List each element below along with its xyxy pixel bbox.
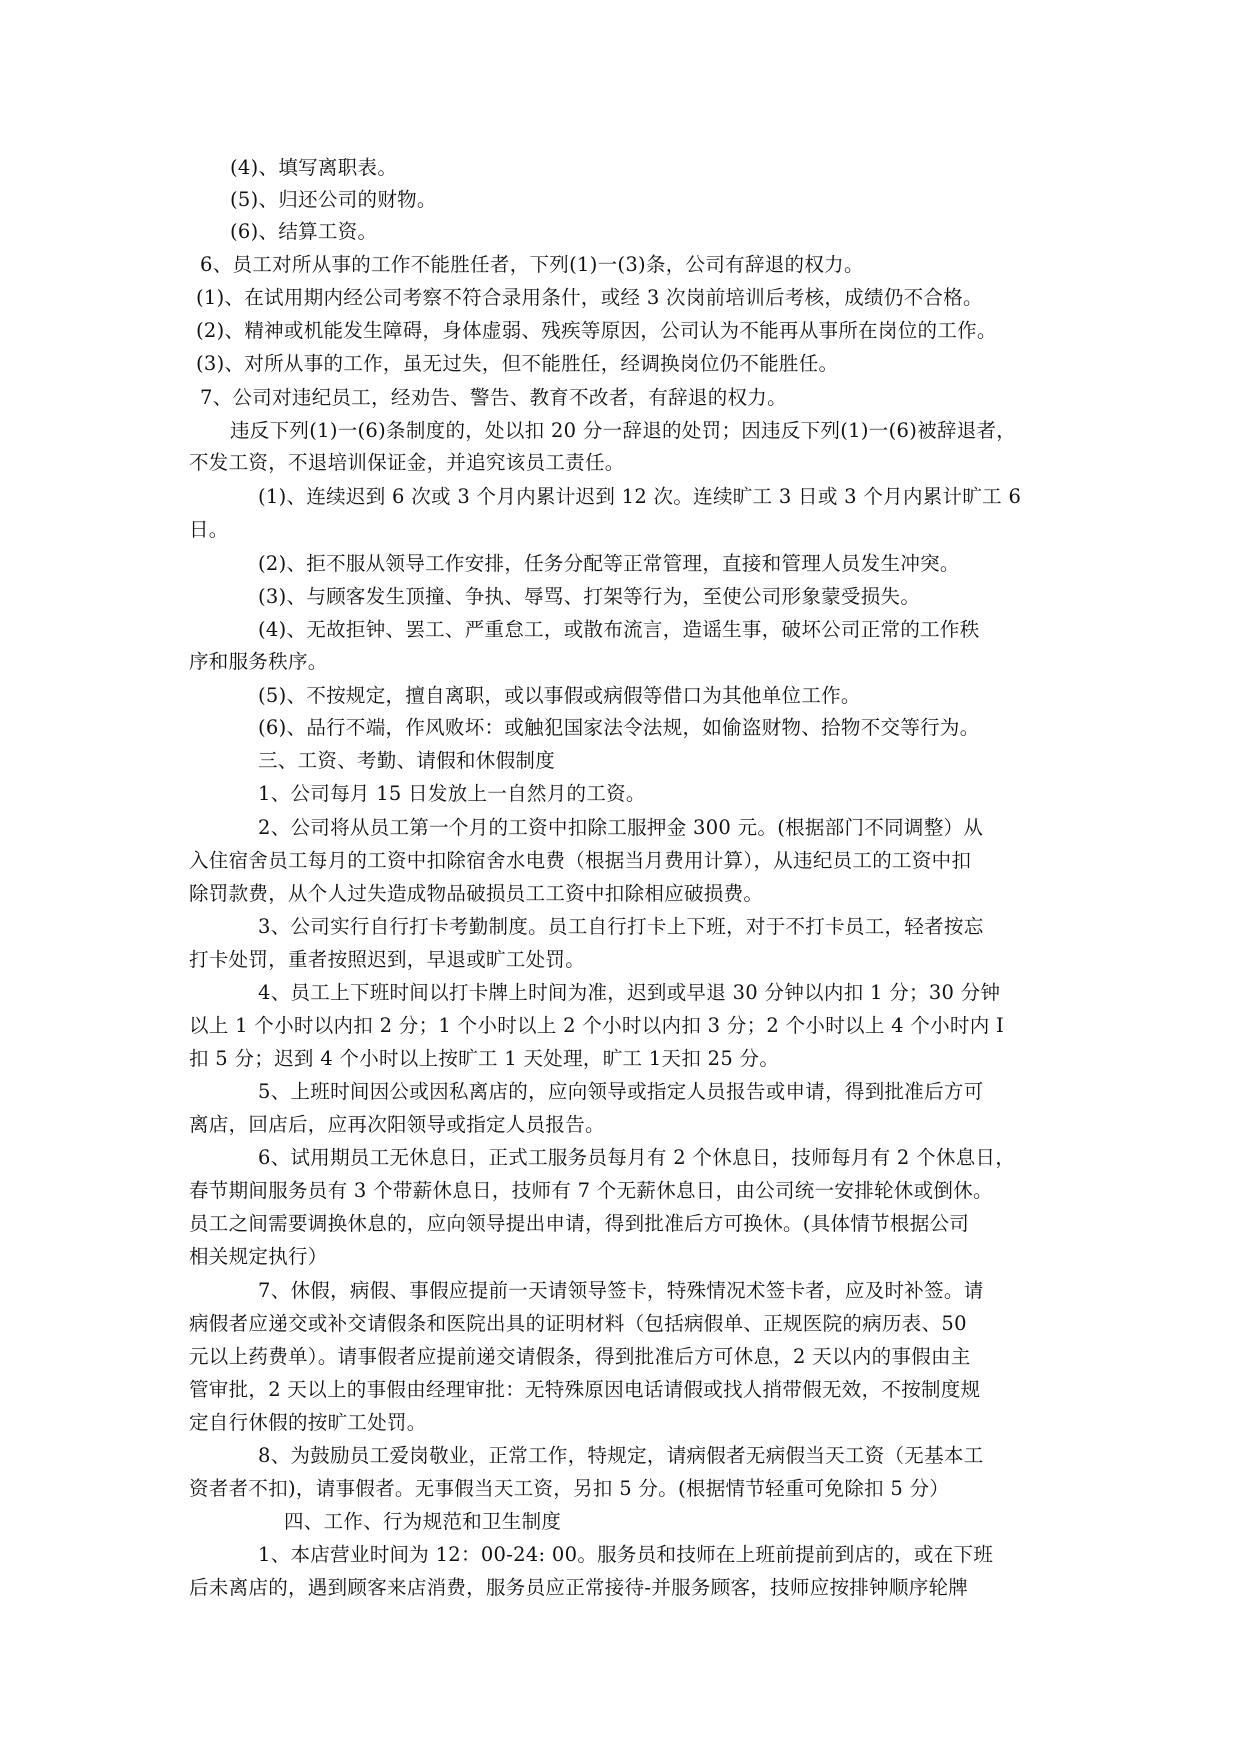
text-line: 除罚款费，从个人过失造成物品破损员工工资中扣除相应破损费。: [189, 882, 764, 905]
text-line: 5、上班时间因公或因私离店的，应向领导或指定人员报告或申请，得到批准后方可: [258, 1080, 984, 1103]
text-line: 7、公司对违纪员工，经劝告、警告、教育不改者，有辞退的权力。: [200, 386, 787, 409]
text-line: 7、休假，病假、事假应提前一天请领导签卡，特殊情况术签卡者，应及时补签。请: [258, 1279, 984, 1302]
text-line: (1)、连续迟到 6 次或 3 个月内累计迟到 12 次。连续旷工 3 日或 3 个月内累计旷工 6: [258, 485, 1022, 508]
text-line: (3)、与顾客发生顶撞、争执、辱骂、打架等行为，至使公司形象蒙受损失。: [258, 585, 921, 608]
text-line: 违反下列(1)一(6)条制度的，处以扣 20 分一辞退的处罚；因违反下列(1)一(6)被辞退者，: [230, 419, 1017, 442]
text-line: (6)、结算工资。: [230, 220, 378, 243]
text-line: 2、公司将从员工第一个月的工资中扣除工服押金 300 元。(根据部门不同调整）从: [258, 816, 984, 839]
text-line: 入住宿舍员工每月的工资中扣除宿舍水电费（根据当月费用计算），从违纪员工的工资中扣: [189, 849, 972, 872]
text-line: 后未离店的，遇到顾客来店消费，服务员应正常接待-并服务顾客，技师应按排钟顺序轮牌: [189, 1576, 969, 1599]
text-line: 定自行休假的按旷工处罚。: [189, 1411, 427, 1434]
text-line: 离店，回店后，应再次阳领导或指定人员报告。: [189, 1113, 605, 1136]
section-heading: 四、工作、行为规范和卫生制度: [284, 1510, 562, 1533]
text-line: 8、为鼓励员工爱岗敬业，正常工作，特规定，请病假者无病假当天工资（无基本工: [258, 1444, 984, 1467]
text-line: 病假者应递交或补交请假条和医院出具的证明材料（包括病假单、正规医院的病历表、50: [189, 1312, 967, 1335]
text-line: 序和服务秩序。: [189, 650, 328, 673]
text-line: 资者者不扣)，请事假者。无事假当天工资，另扣 5 分。(根据情节轻重可免除扣 5 分）: [189, 1477, 950, 1500]
text-line: (4)、无故拒钟、罢工、严重怠工，或散布流言，造谣生事，破坏公司正常的工作秩: [258, 618, 980, 641]
text-line: (4)、填写离职表。: [230, 156, 398, 179]
text-line: 日。: [189, 518, 229, 541]
text-line: 打卡处罚，重者按照迟到，早退或旷工处罚。: [189, 948, 586, 971]
text-line: (5)、归还公司的财物。: [230, 188, 437, 211]
text-line: 6、试用期员工无休息日，正式工服务员每月有 2 个休息日，技师每月有 2 个休息日，: [258, 1146, 1016, 1169]
text-line: 4、员工上下班时间以打卡牌上时间为准，迟到或早退 30 分钟以内扣 1 分；30 分钟: [258, 981, 1001, 1004]
text-line: 1、本店营业时间为 12：00-24: 00。服务员和技师在上班前提前到店的，或在下班: [258, 1543, 994, 1566]
text-line: (1)、在试用期内经公司考察不符合录用条什，或经 3 次岗前培训后考核，成绩仍不合格。: [196, 286, 983, 309]
text-line: 不发工资，不退培训保证金，并追究该员工责任。: [189, 451, 625, 474]
text-line: (2)、精神或机能发生障碍，身体虚弱、残疾等原因，公司认为不能再从事所在岗位的工作。: [196, 319, 997, 342]
text-line: (3)、对所从事的工作，虽无过失，但不能胜任，经调换岗位仍不能胜任。: [196, 352, 839, 375]
text-line: 扣 5 分；迟到 4 个小时以上按旷工 1 天处理，旷工 1天扣 25 分。: [189, 1047, 780, 1070]
text-line: 员工之间需要调换休息的，应向领导提出申请，得到批准后方可换休。(具体情节根据公司: [189, 1212, 970, 1235]
text-line: 管审批，2 天以上的事假由经理审批：无特殊原因电话请假或找人捎带假无效，不按制度规: [189, 1378, 981, 1401]
text-line: 3、公司实行自行打卡考勤制度。员工自行打卡上下班，对于不打卡员工，轻者按忘: [258, 915, 984, 938]
section-heading: 三、工资、考勤、请假和休假制度: [258, 749, 556, 772]
text-line: 1、公司每月 15 日发放上一自然月的工资。: [258, 782, 646, 805]
text-line: 6、员工对所从事的工作不能胜任者，下列(1)一(3)条，公司有辞退的权力。: [200, 253, 864, 276]
text-line: 以上 1 个小时以内扣 2 分；1 个小时以上 2 个小时以内扣 3 分；2 个小时以上 4 个小时内 I: [189, 1014, 1005, 1037]
text-line: (5)、不按规定，擅自离职，或以事假或病假等借口为其他单位工作。: [258, 684, 861, 707]
text-line: 相关规定执行）: [189, 1245, 328, 1268]
text-line: (2)、拒不服从领导工作安排，任务分配等正常管理，直接和管理人员发生冲突。: [258, 552, 960, 575]
text-line: 春节期间服务员有 3 个带薪休息日，技师有 7 个无薪休息日，由公司统一安排轮休或倒休。: [189, 1179, 993, 1202]
text-line: (6)、品行不端，作风败坏：或触犯国家法令法规，如偷盗财物、拾物不交等行为。: [258, 716, 980, 739]
text-line: 元以上药费单）。请事假者应提前递交请假条，得到批准后方可休息，2 天以内的事假由主: [189, 1345, 971, 1368]
